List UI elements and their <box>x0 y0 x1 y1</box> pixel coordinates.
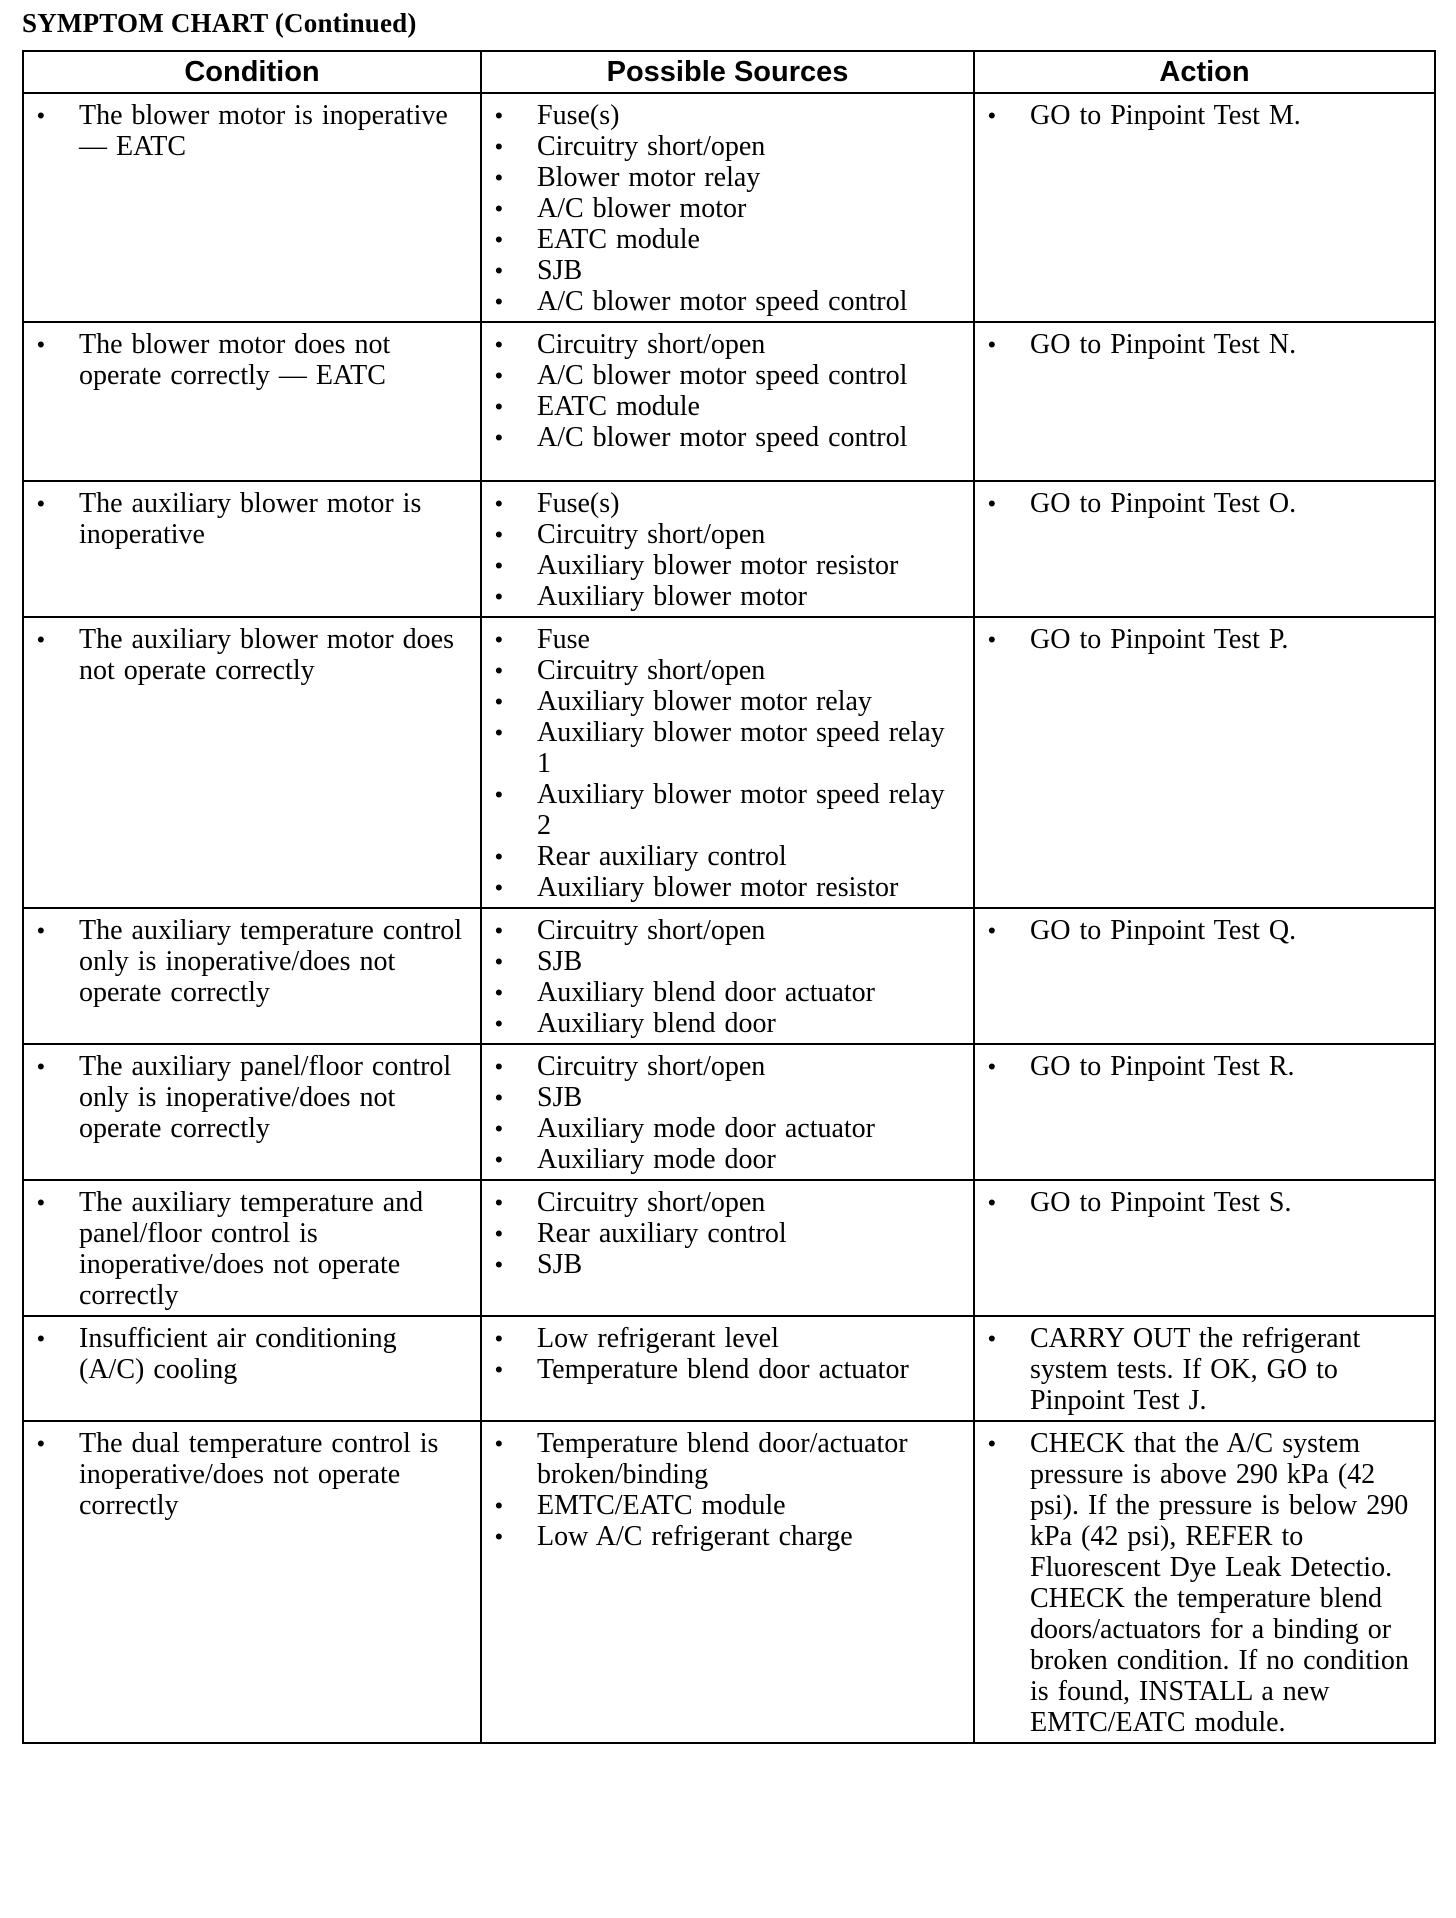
action-cell-list <box>985 1428 1424 1738</box>
table-row <box>23 1421 1435 1743</box>
source-item: • Circuitry short/open <box>492 915 963 946</box>
possible-sources-cell-list <box>492 1428 963 1552</box>
action-text: • GO to Pinpoint Test O. <box>985 488 1424 519</box>
table-row <box>23 617 1435 908</box>
action-text: • GO to Pinpoint Test P. <box>985 624 1424 655</box>
possible-sources-cell-list <box>492 1051 963 1175</box>
source-item: • SJB <box>492 255 963 286</box>
table-row <box>23 1180 1435 1316</box>
source-item: • Low refrigerant level <box>492 1323 963 1354</box>
possible-sources-cell-list <box>492 100 963 317</box>
source-item: • Circuitry short/open <box>492 1187 963 1218</box>
action-text: • GO to Pinpoint Test R. <box>985 1051 1424 1082</box>
condition-cell <box>23 1316 481 1421</box>
source-item: • A/C blower motor speed control <box>492 286 963 317</box>
source-item: • Fuse <box>492 624 963 655</box>
possible-sources-cell <box>481 93 974 322</box>
action-text: • GO to Pinpoint Test N. <box>985 329 1424 360</box>
possible-sources-cell-list <box>492 488 963 612</box>
page-title: SYMPTOM CHART (Continued) <box>22 8 417 38</box>
source-item: • A/C blower motor speed control <box>492 360 963 391</box>
source-item: • EATC module <box>492 391 963 422</box>
source-item: • Low A/C refrigerant charge <box>492 1521 963 1552</box>
action-cell <box>974 481 1435 617</box>
condition-text: • The auxiliary temperature control only is inoperative/does not operate correctly <box>34 915 470 1008</box>
source-item: • A/C blower motor speed control <box>492 422 963 453</box>
action-text: • GO to Pinpoint Test S. <box>985 1187 1424 1218</box>
action-text: • GO to Pinpoint Test M. <box>985 100 1424 131</box>
header-possible-sources: Possible Sources <box>481 51 974 93</box>
possible-sources-cell <box>481 1421 974 1743</box>
action-cell-list <box>985 915 1424 946</box>
possible-sources-cell <box>481 1044 974 1180</box>
possible-sources-cell-list <box>492 624 963 903</box>
source-item: • Circuitry short/open <box>492 131 963 162</box>
table-header-row <box>23 51 1435 93</box>
source-item: • Auxiliary blower motor speed relay 1 <box>492 717 963 779</box>
source-item: • Circuitry short/open <box>492 655 963 686</box>
source-item: • Temperature blend door actuator <box>492 1354 963 1385</box>
action-text: • GO to Pinpoint Test Q. <box>985 915 1424 946</box>
source-item: • Auxiliary blower motor <box>492 581 963 612</box>
condition-cell-list <box>34 915 470 1008</box>
source-item: • Auxiliary blower motor resistor <box>492 550 963 581</box>
action-text: • CARRY OUT the refrigerant system tests. If OK, GO to Pinpoint Test J. <box>985 1323 1424 1416</box>
action-cell-list <box>985 329 1424 360</box>
table-row <box>23 93 1435 322</box>
action-cell-list <box>985 624 1424 655</box>
condition-cell-list <box>34 1051 470 1144</box>
header-action: Action <box>974 51 1435 93</box>
possible-sources-cell <box>481 908 974 1044</box>
condition-text: • The blower motor does not operate correctly — EATC <box>34 329 470 391</box>
condition-cell <box>23 617 481 908</box>
source-item: • Rear auxiliary control <box>492 841 963 872</box>
action-cell <box>974 908 1435 1044</box>
source-item: • Circuitry short/open <box>492 1051 963 1082</box>
action-cell <box>974 1044 1435 1180</box>
condition-cell <box>23 93 481 322</box>
possible-sources-cell-list <box>492 915 963 1039</box>
condition-cell-list <box>34 488 470 550</box>
table-body <box>23 93 1435 1743</box>
condition-text: • The auxiliary blower motor does not operate correctly <box>34 624 470 686</box>
condition-cell-list <box>34 1428 470 1521</box>
action-cell <box>974 1180 1435 1316</box>
condition-cell-list <box>34 329 470 391</box>
table-row <box>23 908 1435 1044</box>
action-cell-list <box>985 488 1424 519</box>
condition-cell <box>23 1044 481 1180</box>
source-item: • A/C blower motor <box>492 193 963 224</box>
possible-sources-cell <box>481 617 974 908</box>
condition-text: • The blower motor is inoperative — EATC <box>34 100 470 162</box>
source-item: • Auxiliary blend door actuator <box>492 977 963 1008</box>
action-cell <box>974 617 1435 908</box>
possible-sources-cell-list <box>492 1187 963 1280</box>
source-item: • EATC module <box>492 224 963 255</box>
condition-cell <box>23 908 481 1044</box>
source-item: • Auxiliary mode door <box>492 1144 963 1175</box>
source-item: • Temperature blend door/actuator broken/binding <box>492 1428 963 1490</box>
condition-cell-list <box>34 1187 470 1311</box>
action-cell <box>974 322 1435 481</box>
condition-cell <box>23 1421 481 1743</box>
action-cell <box>974 1421 1435 1743</box>
condition-cell-list <box>34 1323 470 1385</box>
condition-text: • Insufficient air conditioning (A/C) cooling <box>34 1323 470 1385</box>
source-item: • SJB <box>492 1082 963 1113</box>
source-item: • Blower motor relay <box>492 162 963 193</box>
possible-sources-cell <box>481 1180 974 1316</box>
action-cell <box>974 93 1435 322</box>
possible-sources-cell <box>481 322 974 481</box>
condition-text: • The auxiliary temperature and panel/floor control is inoperative/does not operate correctly <box>34 1187 470 1311</box>
possible-sources-cell <box>481 481 974 617</box>
header-condition: Condition <box>23 51 481 93</box>
condition-text: • The dual temperature control is inoperative/does not operate correctly <box>34 1428 470 1521</box>
source-item: • Fuse(s) <box>492 100 963 131</box>
source-item: • EMTC/EATC module <box>492 1490 963 1521</box>
action-cell <box>974 1316 1435 1421</box>
action-cell-list <box>985 1323 1424 1416</box>
table-row <box>23 481 1435 617</box>
source-item: • Auxiliary mode door actuator <box>492 1113 963 1144</box>
condition-text: • The auxiliary blower motor is inoperative <box>34 488 470 550</box>
condition-cell <box>23 322 481 481</box>
condition-cell <box>23 481 481 617</box>
condition-cell <box>23 1180 481 1316</box>
source-item: • SJB <box>492 1249 963 1280</box>
source-item: • Fuse(s) <box>492 488 963 519</box>
action-cell-list <box>985 100 1424 131</box>
source-item: • Auxiliary blend door <box>492 1008 963 1039</box>
action-text: • CHECK that the A/C system pressure is above 290 kPa (42 psi). If the pressure is below 290 kPa (42 psi), REFER to Fluorescent Dye Leak Detectio. CHECK the temperature blend doors/actuators for a binding or broken condition. If no condition is found, INSTALL a new EMTC/EATC module. <box>985 1428 1424 1738</box>
source-item: • Auxiliary blower motor speed relay 2 <box>492 779 963 841</box>
source-item: • Circuitry short/open <box>492 519 963 550</box>
condition-cell-list <box>34 624 470 686</box>
action-cell-list <box>985 1051 1424 1082</box>
source-item: • Auxiliary blower motor relay <box>492 686 963 717</box>
table-row <box>23 1316 1435 1421</box>
possible-sources-cell-list <box>492 1323 963 1385</box>
condition-cell-list <box>34 100 470 162</box>
table-row <box>23 1044 1435 1180</box>
possible-sources-cell <box>481 1316 974 1421</box>
condition-text: • The auxiliary panel/floor control only is inoperative/does not operate correctly <box>34 1051 470 1144</box>
table-row <box>23 322 1435 481</box>
action-cell-list <box>985 1187 1424 1218</box>
source-item: • Rear auxiliary control <box>492 1218 963 1249</box>
possible-sources-cell-list <box>492 329 963 453</box>
symptom-chart-table <box>22 50 1436 1744</box>
source-item: • Auxiliary blower motor resistor <box>492 872 963 903</box>
source-item: • SJB <box>492 946 963 977</box>
source-item: • Circuitry short/open <box>492 329 963 360</box>
